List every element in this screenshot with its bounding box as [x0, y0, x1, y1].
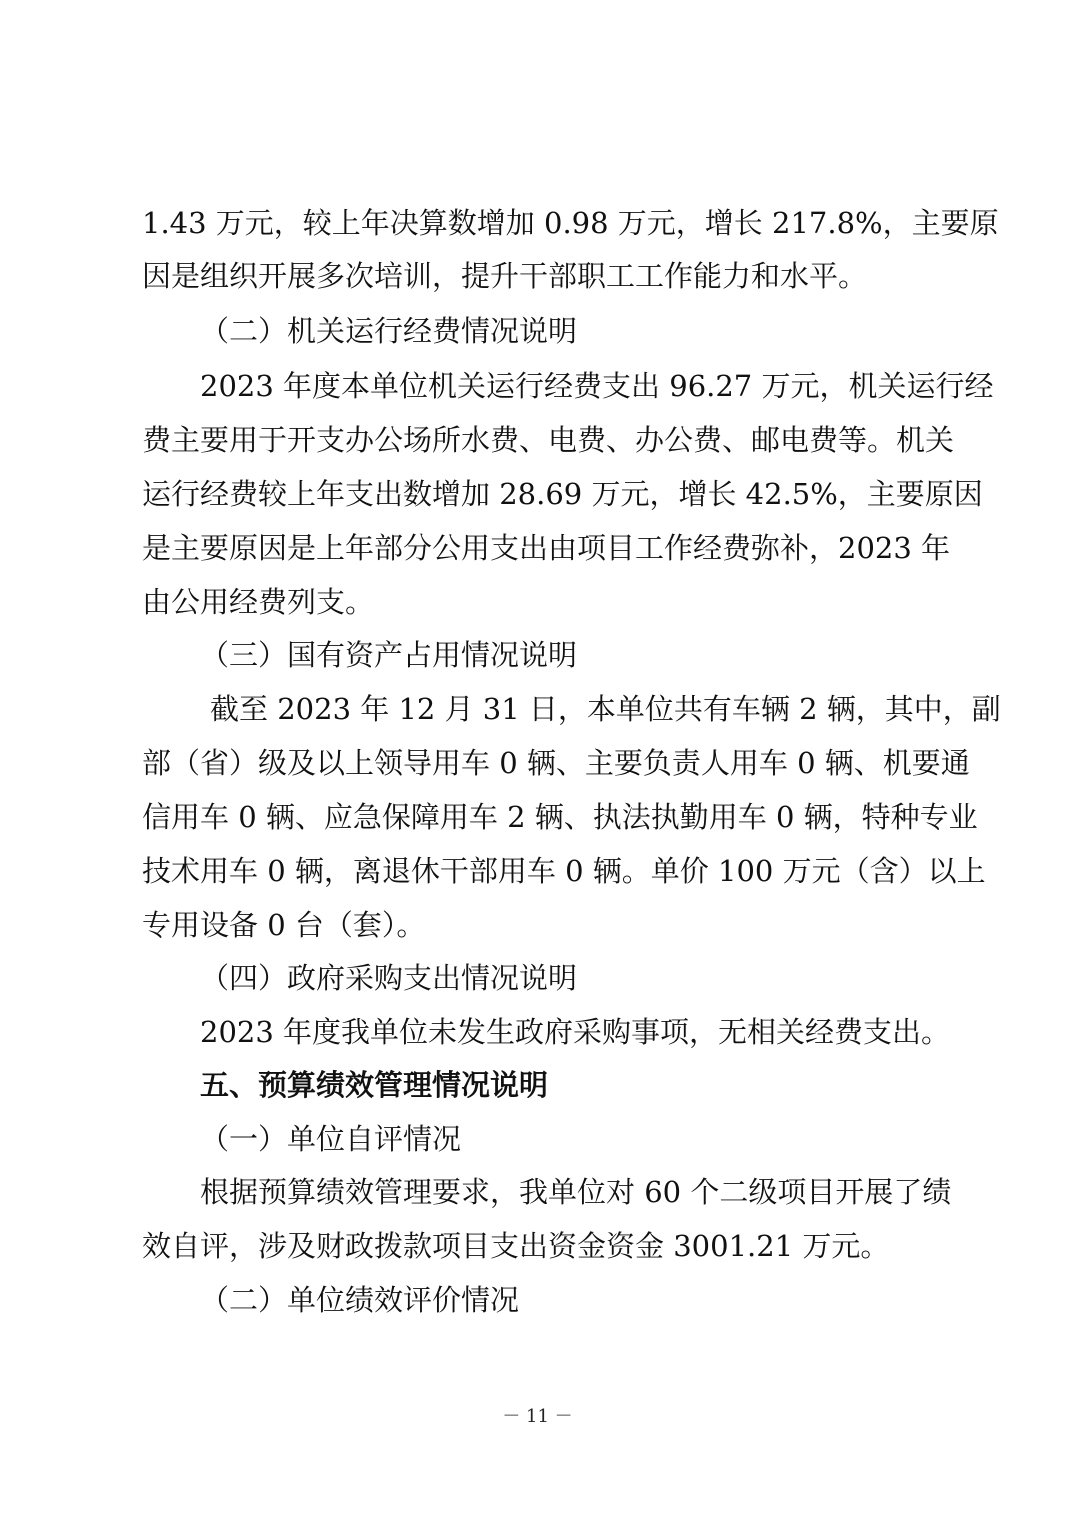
- paragraph-line: 部（省）级及以上领导用车 0 辆、主要负责人用车 0 辆、机要通: [142, 746, 970, 780]
- paragraph-line: 是主要原因是上年部分公用支出由项目工作经费弥补，2023 年: [142, 531, 951, 565]
- paragraph-line: 由公用经费列支。: [142, 585, 375, 619]
- paragraph-line: 2023 年度本单位机关运行经费支出 96.27 万元，机关运行经: [200, 369, 994, 403]
- section-heading: （四）政府采购支出情况说明: [200, 961, 578, 995]
- chapter-heading: 五、预算绩效管理情况说明: [200, 1068, 549, 1102]
- page-number: － 11 －: [502, 1406, 573, 1427]
- section-heading: （二）机关运行经费情况说明: [200, 314, 578, 348]
- paragraph-line: 因是组织开展多次培训，提升干部职工工作能力和水平。: [142, 259, 868, 293]
- paragraph-line: 效自评，涉及财政拨款项目支出资金资金 3001.21 万元。: [142, 1229, 890, 1263]
- paragraph-line: 费主要用于开支办公场所水费、电费、办公费、邮电费等。机关: [142, 423, 955, 457]
- paragraph-line: 2023 年度我单位未发生政府采购事项，无相关经费支出。: [200, 1015, 951, 1049]
- paragraph-line: 截至 2023 年 12 月 31 日，本单位共有车辆 2 辆，其中，副: [210, 692, 1001, 726]
- paragraph-line: 技术用车 0 辆，离退休干部用车 0 辆。单价 100 万元（含）以上: [142, 854, 986, 888]
- section-heading: （二）单位绩效评价情况: [200, 1283, 520, 1317]
- paragraph-line: 专用设备 0 台（套）。: [142, 908, 426, 942]
- paragraph-line: 运行经费较上年支出数增加 28.69 万元，增长 42.5%，主要原因: [142, 477, 983, 511]
- section-heading: （一）单位自评情况: [200, 1122, 462, 1156]
- section-heading: （三）国有资产占用情况说明: [200, 638, 578, 672]
- paragraph-line: 1.43 万元，较上年决算数增加 0.98 万元，增长 217.8%，主要原: [142, 206, 999, 240]
- paragraph-line: 根据预算绩效管理要求，我单位对 60 个二级项目开展了绩: [200, 1175, 952, 1209]
- paragraph-line: 信用车 0 辆、应急保障用车 2 辆、执法执勤用车 0 辆，特种专业: [142, 800, 978, 834]
